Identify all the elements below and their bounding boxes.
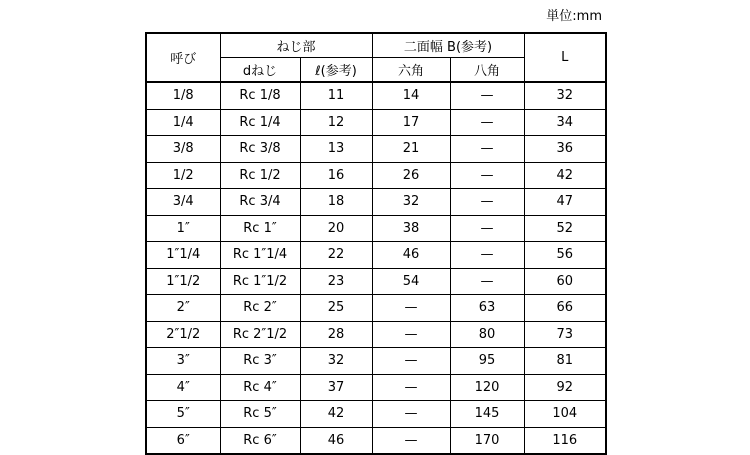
- cell-length: 92: [524, 374, 606, 401]
- cell-length: 47: [524, 189, 606, 216]
- header-nominal: 呼び: [146, 33, 220, 82]
- cell-nominal: 1″1/2: [146, 268, 220, 295]
- cell-length: 116: [524, 427, 606, 454]
- cell-l-ref: 42: [300, 401, 372, 428]
- cell-hex: 54: [372, 268, 450, 295]
- header-thread-group: ねじ部: [220, 33, 372, 58]
- cell-nominal: 2″: [146, 295, 220, 322]
- cell-l-ref: 37: [300, 374, 372, 401]
- cell-oct: 170: [450, 427, 524, 454]
- cell-oct: 63: [450, 295, 524, 322]
- table-row: [146, 321, 606, 348]
- table-row: [146, 348, 606, 375]
- table-row: [146, 82, 606, 109]
- cell-hex: 26: [372, 162, 450, 189]
- cell-length: 56: [524, 242, 606, 269]
- cell-length: 81: [524, 348, 606, 375]
- table-row: [146, 401, 606, 428]
- cell-thread: Rc 2″1/2: [220, 321, 300, 348]
- cell-thread: Rc 1/2: [220, 162, 300, 189]
- cell-l-ref: 46: [300, 427, 372, 454]
- cell-hex: 17: [372, 109, 450, 136]
- cell-hex: —: [372, 401, 450, 428]
- cell-oct: —: [450, 268, 524, 295]
- cell-thread: Rc 2″: [220, 295, 300, 322]
- cell-hex: 21: [372, 136, 450, 163]
- cell-l-ref: 18: [300, 189, 372, 216]
- table-row: [146, 295, 606, 322]
- cell-l-ref: 22: [300, 242, 372, 269]
- cell-hex: —: [372, 295, 450, 322]
- cell-hex: —: [372, 427, 450, 454]
- cell-thread: Rc 1″1/4: [220, 242, 300, 269]
- header-hex: 六角: [372, 58, 450, 83]
- cell-thread: Rc 1/8: [220, 82, 300, 109]
- cell-nominal: 4″: [146, 374, 220, 401]
- cell-oct: —: [450, 82, 524, 109]
- cell-hex: 46: [372, 242, 450, 269]
- cell-oct: —: [450, 162, 524, 189]
- cell-l-ref: 16: [300, 162, 372, 189]
- header-l-ref: ℓ(参考): [300, 58, 372, 83]
- cell-length: 42: [524, 162, 606, 189]
- cell-oct: 120: [450, 374, 524, 401]
- cell-l-ref: 11: [300, 82, 372, 109]
- cell-l-ref: 25: [300, 295, 372, 322]
- cell-nominal: 5″: [146, 401, 220, 428]
- cell-hex: 14: [372, 82, 450, 109]
- cell-length: 66: [524, 295, 606, 322]
- cell-length: 73: [524, 321, 606, 348]
- cell-hex: —: [372, 321, 450, 348]
- cell-l-ref: 28: [300, 321, 372, 348]
- cell-length: 34: [524, 109, 606, 136]
- table-header: [146, 33, 606, 82]
- cell-nominal: 3/8: [146, 136, 220, 163]
- cell-nominal: 3″: [146, 348, 220, 375]
- cell-length: 104: [524, 401, 606, 428]
- header-length: L: [524, 33, 606, 82]
- cell-l-ref: 23: [300, 268, 372, 295]
- cell-length: 32: [524, 82, 606, 109]
- cell-nominal: 3/4: [146, 189, 220, 216]
- cell-thread: Rc 3″: [220, 348, 300, 375]
- cell-hex: —: [372, 348, 450, 375]
- cell-oct: —: [450, 242, 524, 269]
- cell-thread: Rc 5″: [220, 401, 300, 428]
- table-row: [146, 162, 606, 189]
- cell-nominal: 6″: [146, 427, 220, 454]
- table-row: [146, 215, 606, 242]
- cell-thread: Rc 3/4: [220, 189, 300, 216]
- cell-oct: 145: [450, 401, 524, 428]
- cell-length: 60: [524, 268, 606, 295]
- cell-hex: 32: [372, 189, 450, 216]
- header-width-group: 二面幅 B(参考): [372, 33, 524, 58]
- cell-thread: Rc 4″: [220, 374, 300, 401]
- table-row: [146, 136, 606, 163]
- table-row: [146, 109, 606, 136]
- cell-thread: Rc 1/4: [220, 109, 300, 136]
- cell-hex: 38: [372, 215, 450, 242]
- cell-oct: 80: [450, 321, 524, 348]
- table-row: [146, 189, 606, 216]
- cell-oct: 95: [450, 348, 524, 375]
- header-oct: 八角: [450, 58, 524, 83]
- cell-oct: —: [450, 109, 524, 136]
- cell-length: 52: [524, 215, 606, 242]
- cell-hex: —: [372, 374, 450, 401]
- cell-thread: Rc 1″1/2: [220, 268, 300, 295]
- cell-oct: —: [450, 215, 524, 242]
- unit-label: 単位:mm: [546, 9, 602, 24]
- cell-oct: —: [450, 189, 524, 216]
- spec-table: [145, 32, 607, 455]
- table-row: [146, 242, 606, 269]
- header-d-thread: dねじ: [220, 58, 300, 83]
- cell-oct: —: [450, 136, 524, 163]
- cell-nominal: 1/2: [146, 162, 220, 189]
- cell-thread: Rc 3/8: [220, 136, 300, 163]
- cell-l-ref: 13: [300, 136, 372, 163]
- cell-l-ref: 32: [300, 348, 372, 375]
- table-body: [146, 82, 606, 454]
- cell-nominal: 1″1/4: [146, 242, 220, 269]
- table-row: [146, 268, 606, 295]
- cell-length: 36: [524, 136, 606, 163]
- cell-nominal: 1/8: [146, 82, 220, 109]
- cell-l-ref: 20: [300, 215, 372, 242]
- cell-nominal: 1/4: [146, 109, 220, 136]
- cell-l-ref: 12: [300, 109, 372, 136]
- cell-thread: Rc 1″: [220, 215, 300, 242]
- cell-thread: Rc 6″: [220, 427, 300, 454]
- cell-nominal: 1″: [146, 215, 220, 242]
- table-row: [146, 374, 606, 401]
- cell-nominal: 2″1/2: [146, 321, 220, 348]
